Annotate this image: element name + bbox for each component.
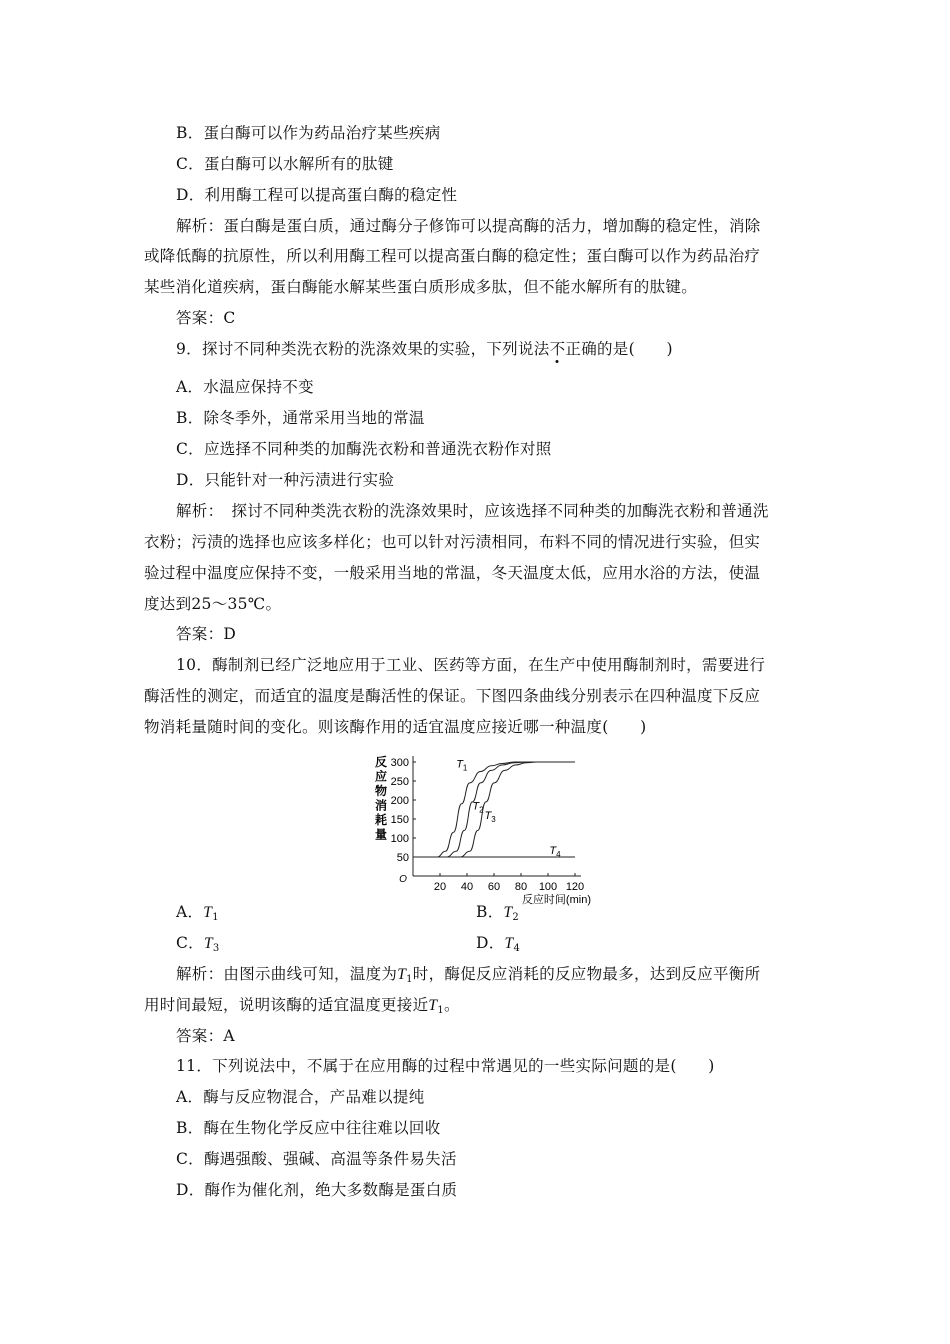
series-line-t3: [413, 762, 575, 857]
origin-label: O: [399, 874, 407, 885]
series-label-t1: $T_1$: [456, 758, 468, 773]
series-label-t2: $T_2$: [472, 800, 484, 815]
series-label-sub: 3: [491, 815, 496, 824]
y-tick-label: 100: [390, 833, 409, 845]
q10-option-a-letter: A．: [176, 903, 204, 921]
x-axis-label: 反应时间(min): [521, 894, 591, 906]
q8-analysis-line-3: 某些消化道疾病，蛋白酶能水解某些蛋白质形成多肽，但不能水解所有的肽键。: [144, 278, 698, 296]
q10-analysis-line-2: [144, 994, 460, 1022]
series-label-t4: $T_4$: [549, 844, 561, 859]
q8-analysis-line-1: 解析：蛋白酶是蛋白质，通过酶分子修饰可以提高酶的活力，增加酶的稳定性，消除: [176, 217, 761, 235]
y-tick-label: 50: [396, 852, 409, 864]
q10-option-b-sub: 2: [512, 912, 520, 923]
q9-analysis-line-2: 衣粉；污渍的选择也应该多样化；也可以针对污渍相同，布料不同的情况进行实验，但实: [144, 533, 761, 551]
q10-option-a: [176, 901, 219, 929]
series-line-t2: [413, 762, 575, 857]
y-tick-label: 150: [390, 814, 409, 826]
q10-analysis-line-1: [176, 963, 760, 991]
x-tick-label: 100: [538, 881, 558, 893]
q8-option-c: C．蛋白酶可以水解所有的肽键: [176, 155, 394, 173]
x-tick-label: 60: [487, 881, 501, 893]
q10-option-b-letter: B．: [476, 903, 504, 921]
q9-answer: 答案：D: [176, 625, 237, 643]
q9-stem: [176, 338, 673, 360]
q10-option-b-symbol: T: [503, 904, 513, 921]
q9-analysis-line-3: 验过程中温度应保持不变，一般采用当地的常温，冬天温度太低，应用水浴的方法，使温: [144, 564, 761, 582]
q10-option-d-symbol: T: [504, 935, 514, 952]
q10-option-d-sub: 4: [513, 943, 521, 954]
q10-analysis-1-symbol: T: [397, 966, 407, 983]
y-axis-label: 反应物消耗量: [374, 755, 388, 842]
q10-analysis-2a: 用时间最短，说明该酶的适宜温度更接近: [144, 996, 429, 1014]
q11-option-a: A．酶与反应物混合，产品难以提纯: [176, 1088, 425, 1106]
q10-option-d: [476, 932, 520, 960]
q10-stem-line-1: 10．酶制剂已经广泛地应用于工业、医药等方面，在生产中使用酶制剂时，需要进行: [176, 656, 766, 674]
series-label-sub: 4: [556, 849, 561, 859]
y-tick-label: 300: [390, 757, 409, 769]
q9-option-b: B．除冬季外，通常采用当地的常温: [176, 409, 425, 427]
q10-option-a-sub: 1: [212, 912, 219, 923]
q10-analysis-2-symbol: T: [428, 997, 438, 1014]
q10-option-c: [176, 932, 220, 960]
x-tick-label: 40: [460, 881, 474, 893]
reaction-chart: [368, 752, 628, 906]
q11-option-b: B．酶在生物化学反应中往往难以回收: [176, 1119, 441, 1137]
q8-analysis-line-2: 或降低酶的抗原性，所以利用酶工程可以提高蛋白酶的稳定性；蛋白酶可以作为药品治疗: [144, 247, 761, 265]
q10-analysis-1-sub: 1: [406, 974, 413, 985]
q11-stem: 11．下列说法中，不属于在应用酶的过程中常遇见的一些实际问题的是( ): [176, 1057, 715, 1075]
q9-option-c: C．应选择不同种类的加酶洗衣粉和普通洗衣粉作对照: [176, 440, 552, 458]
q9-analysis-line-4: 度达到25～35℃。: [144, 595, 282, 613]
q10-option-c-letter: C．: [176, 934, 204, 952]
q10-analysis-2-sub: 1: [437, 1005, 444, 1016]
q10-analysis-1a: 解析：由图示曲线可知，温度为: [176, 965, 398, 983]
q10-option-a-symbol: T: [203, 904, 213, 921]
x-tick-label: 20: [433, 881, 447, 893]
q9-stem-post: 正确的是( ): [565, 340, 673, 358]
q10-option-b: [476, 901, 519, 929]
q11-option-c: C．酶遇强酸、强碱、高温等条件易失活: [176, 1150, 457, 1168]
q10-analysis-2b: 。: [444, 996, 460, 1014]
q9-option-d: D．只能针对一种污渍进行实验: [176, 471, 395, 489]
q10-option-c-symbol: T: [203, 935, 213, 952]
series-label-sub: 1: [462, 763, 468, 773]
q9-option-a: A．水温应保持不变: [176, 378, 314, 396]
series-label-t3: $T_3$: [484, 810, 496, 824]
q9-stem-pre: 9．探讨不同种类洗衣粉的洗涤效果的实验，下列说法: [176, 340, 550, 358]
series-line-t1: [413, 762, 575, 857]
q8-answer: 答案：C: [176, 309, 236, 327]
q10-stem-line-3: 物消耗量随时间的变化。则该酶作用的适宜温度应接近哪一种温度( ): [144, 718, 647, 736]
x-tick-label: 80: [514, 881, 528, 893]
q10-option-d-letter: D．: [476, 934, 505, 952]
series-label-sub: 2: [479, 805, 484, 815]
q10-option-c-sub: 3: [212, 943, 220, 954]
q8-option-b: B．蛋白酶可以作为药品治疗某些疾病: [176, 124, 441, 142]
q8-option-d: D．利用酶工程可以提高蛋白酶的稳定性: [176, 186, 458, 204]
q9-stem-emphasis: 不: [549, 340, 566, 358]
q10-answer: 答案：A: [176, 1027, 235, 1045]
q10-stem-line-2: 酶活性的测定，而适宜的温度是酶活性的保证。下图四条曲线分别表示在四种温度下反应: [144, 687, 761, 705]
x-tick-label: 120: [565, 881, 585, 893]
q9-analysis-line-1: 解析： 探讨不同种类洗衣粉的洗涤效果时，应该选择不同种类的加酶洗衣粉和普通洗: [176, 502, 769, 520]
q11-option-d: D．酶作为催化剂，绝大多数酶是蛋白质: [176, 1181, 458, 1199]
q10-analysis-1b: 时，酶促反应消耗的反应物最多，达到反应平衡所: [412, 965, 761, 983]
y-tick-label: 200: [390, 795, 409, 807]
y-tick-label: 250: [390, 776, 409, 788]
